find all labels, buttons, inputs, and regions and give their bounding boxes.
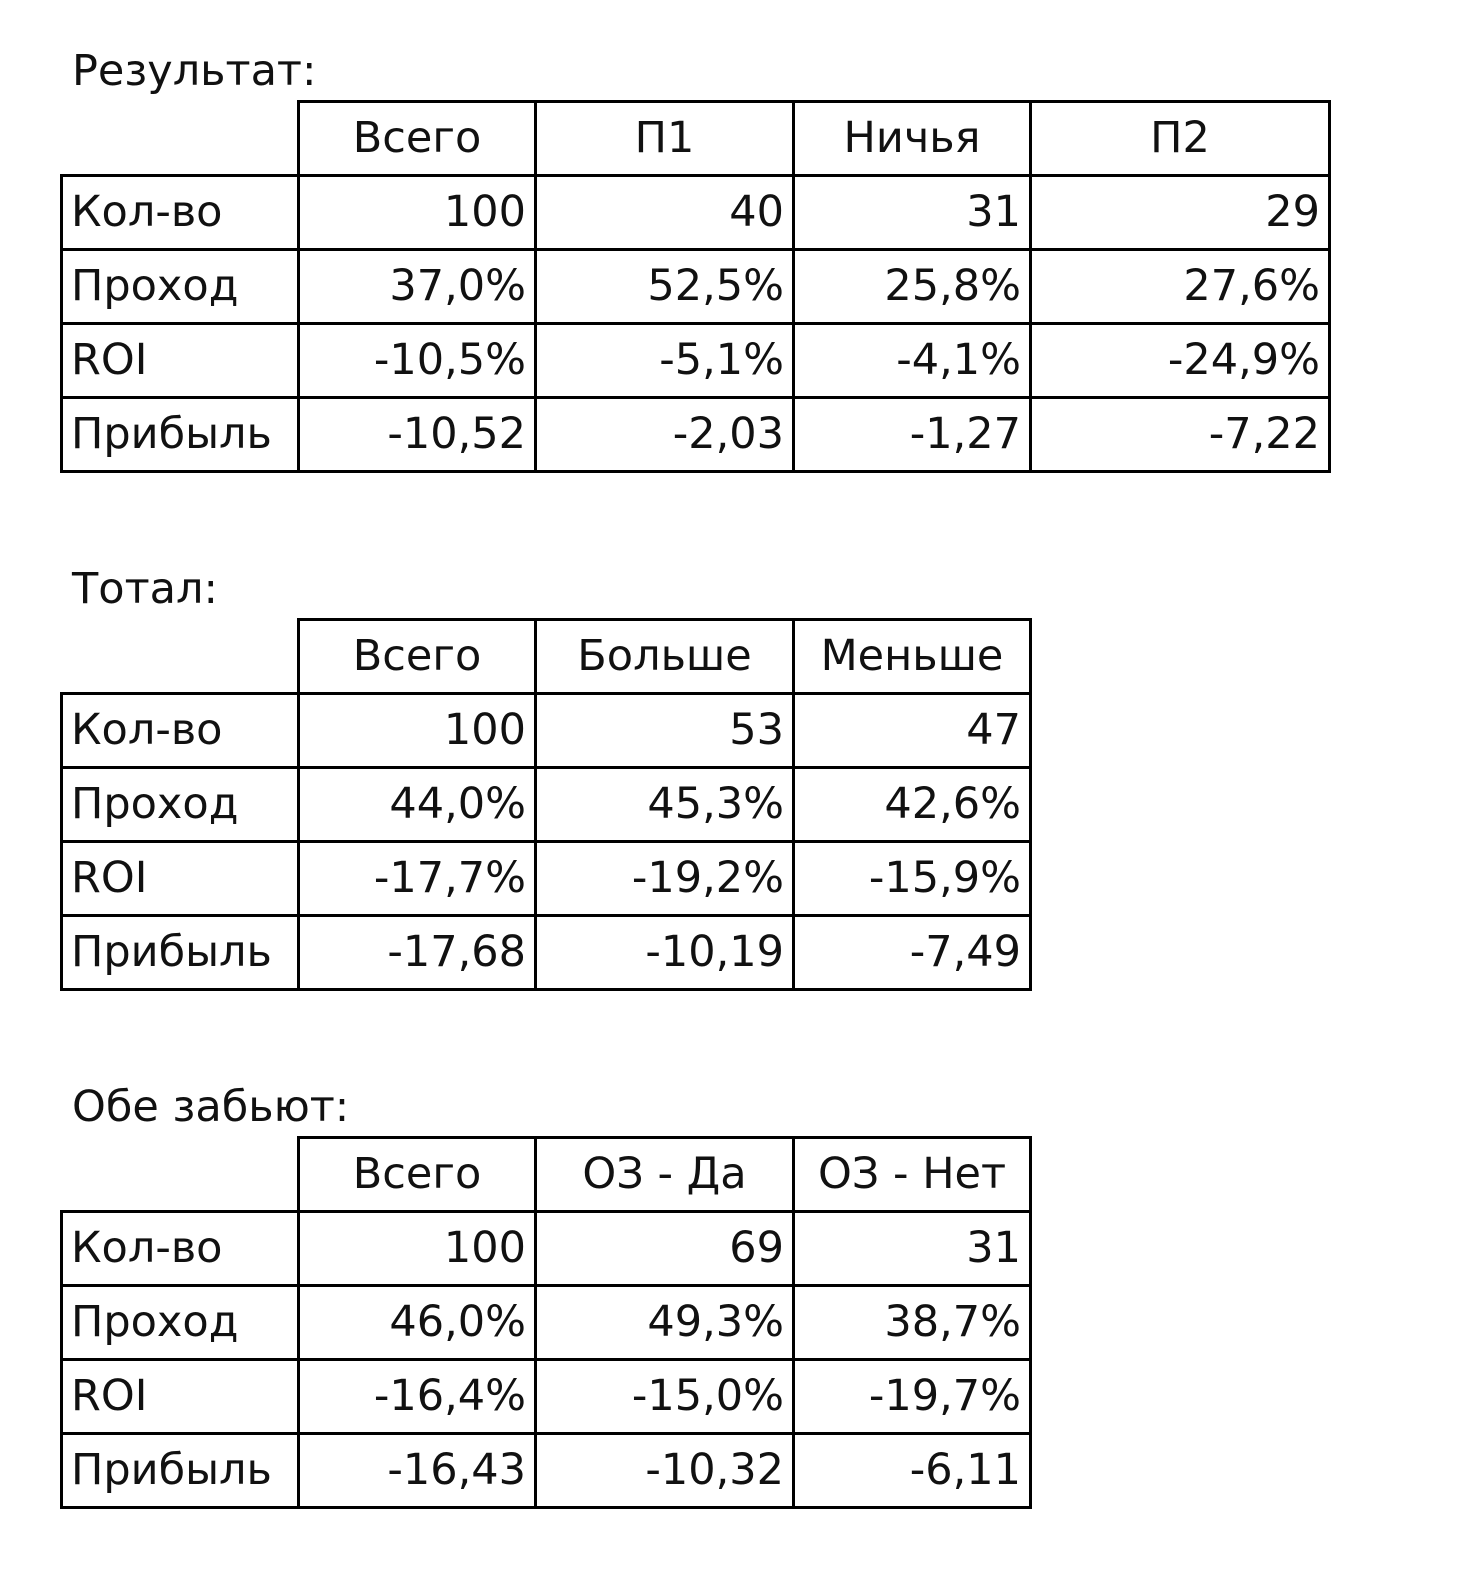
table-cell: 42,6%: [792, 766, 1032, 843]
row-label: Прибыль: [60, 1432, 300, 1509]
table-cell: 69: [534, 1210, 795, 1287]
table-cell: -10,5%: [297, 322, 537, 399]
row-label: ROI: [60, 322, 300, 399]
column-header: Всего: [297, 100, 537, 177]
table-cell: 37,0%: [297, 248, 537, 325]
row-label: ROI: [60, 840, 300, 917]
row-label: Кол-во: [60, 174, 300, 251]
table-cell: 29: [1029, 174, 1331, 251]
table-cell: 38,7%: [792, 1284, 1032, 1361]
table-cell: -19,7%: [792, 1358, 1032, 1435]
column-header: П1: [534, 100, 795, 177]
table-cell: 44,0%: [297, 766, 537, 843]
column-header: ОЗ - Нет: [792, 1136, 1032, 1213]
section-title: Обе забьют:: [72, 1082, 350, 1132]
table-cell: -19,2%: [534, 840, 795, 917]
table-cell: 27,6%: [1029, 248, 1331, 325]
table-cell: 40: [534, 174, 795, 251]
table-cell: -24,9%: [1029, 322, 1331, 399]
row-label: Кол-во: [60, 1210, 300, 1287]
table-cell: 47: [792, 692, 1032, 769]
column-header: ОЗ - Да: [534, 1136, 795, 1213]
row-label: Прибыль: [60, 396, 300, 473]
table-cell: 49,3%: [534, 1284, 795, 1361]
table-cell: -6,11: [792, 1432, 1032, 1509]
table-cell: -10,19: [534, 914, 795, 991]
table-cell: -16,4%: [297, 1358, 537, 1435]
table-cell: -7,22: [1029, 396, 1331, 473]
table-cell: 25,8%: [792, 248, 1032, 325]
table-cell: 31: [792, 174, 1032, 251]
table-cell: 100: [297, 692, 537, 769]
section-title: Тотал:: [72, 564, 218, 614]
table-cell: 31: [792, 1210, 1032, 1287]
table-cell: -17,68: [297, 914, 537, 991]
row-label: ROI: [60, 1358, 300, 1435]
column-header: Всего: [297, 1136, 537, 1213]
table-cell: -15,0%: [534, 1358, 795, 1435]
table-cell: 46,0%: [297, 1284, 537, 1361]
column-header: П2: [1029, 100, 1331, 177]
row-label: Прибыль: [60, 914, 300, 991]
table-cell: -7,49: [792, 914, 1032, 991]
row-label: Проход: [60, 766, 300, 843]
table-cell: 100: [297, 1210, 537, 1287]
row-label: Проход: [60, 248, 300, 325]
column-header: Ничья: [792, 100, 1032, 177]
row-label: Проход: [60, 1284, 300, 1361]
table-cell: 53: [534, 692, 795, 769]
table-cell: -17,7%: [297, 840, 537, 917]
table-cell: -4,1%: [792, 322, 1032, 399]
table-cell: 100: [297, 174, 537, 251]
column-header: Больше: [534, 618, 795, 695]
table-cell: -10,32: [534, 1432, 795, 1509]
table-cell: 52,5%: [534, 248, 795, 325]
table-cell: -2,03: [534, 396, 795, 473]
section-title: Результат:: [72, 46, 317, 96]
table-cell: -15,9%: [792, 840, 1032, 917]
column-header: Всего: [297, 618, 537, 695]
table-cell: -5,1%: [534, 322, 795, 399]
table-cell: -10,52: [297, 396, 537, 473]
table-cell: -16,43: [297, 1432, 537, 1509]
table-cell: 45,3%: [534, 766, 795, 843]
table-cell: -1,27: [792, 396, 1032, 473]
column-header: Меньше: [792, 618, 1032, 695]
row-label: Кол-во: [60, 692, 300, 769]
